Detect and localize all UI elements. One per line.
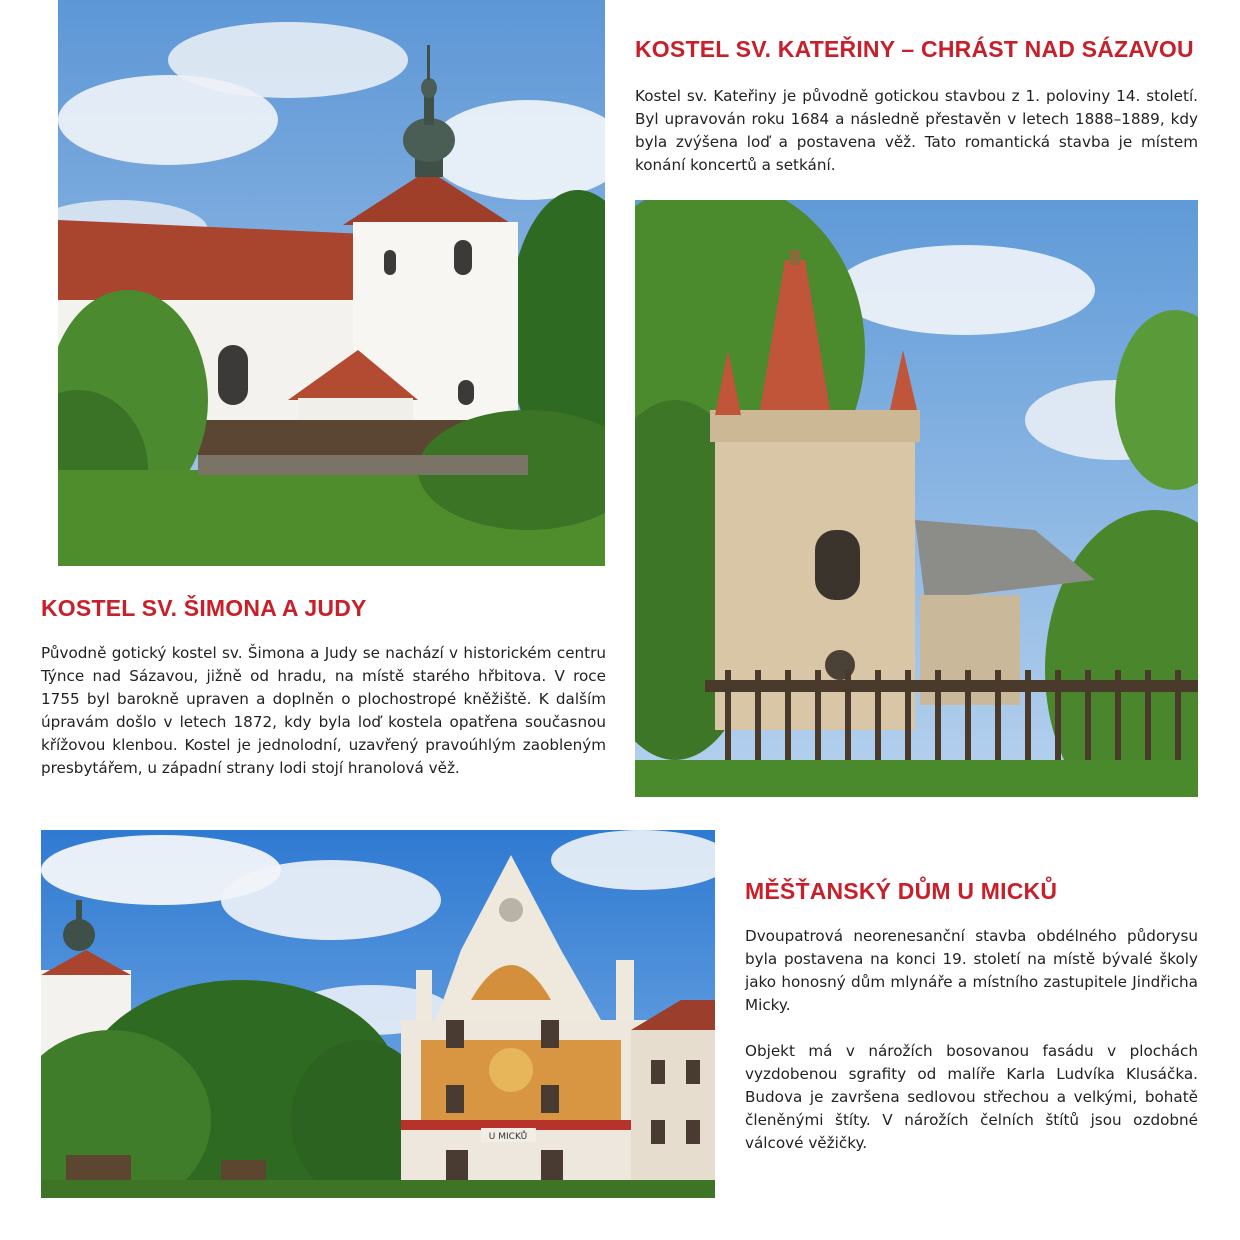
facade-sign: U MICKŮ [488,1132,528,1142]
photo-house-u-micku [41,830,715,1198]
text-katerina [635,85,1198,177]
text-u-micku [745,925,1198,1155]
paragraph-simon-jude: Původně gotický kostel sv. Šimona a Judy se nachází v historickém centru Týnce nad Sázavou, jižně od hradu, na místě starého hřbitova. V roce 1755 byl barokně upraven a doplněn o plochostropé kněžiště. K dalším úpravám došlo v letech 1872, kdy byla loď kostela opatřena současnou křížovou klenbou. Kostel je jednolodní, uzavřený pravoúhlým zaobleným presbytářem, u západní strany lodi stojí hranolová věž. [41,644,606,777]
paragraph-u-micku-2: Objekt má v nárožích bosovanou fasádu v plochách vyzdobenou sgrafity od malíře Karla Ludvíka Klusáčka. Budova je završena sedlovou střechou a velkými, bohatě členěnými štíty. V nárožích čelních štítů jsou ozdobné válcové věžičky. [745,1042,1198,1152]
paragraph-katerina: Kostel sv. Kateřiny je původně gotickou stavbou z 1. poloviny 14. století. Byl upravován roku 1684 a následně přestavěn v letech 1888–1889, kdy byla zvýšena loď a postavena věž. Tato romantická stavba je místem konání koncertů a setkání. [635,87,1198,174]
heading-katerina: KOSTEL SV. KATEŘINY – CHRÁST NAD SÁZAVOU [635,36,1194,62]
heading-u-micku: MĚŠŤANSKÝ DŮM U MICKŮ [745,878,1058,904]
paragraph-u-micku-1: Dvoupatrová neorenesanční stavba obdélného půdorysu byla postavena na konci 19. století na místě bývalé školy jako honosný dům mlynáře a místního zastupitele Jindřicha Micky. [745,927,1198,1014]
photo-church-katerina [635,200,1198,797]
text-simon-jude [41,642,606,780]
heading-simon-jude: KOSTEL SV. ŠIMONA A JUDY [41,595,367,621]
photo-church-simon-jude [58,0,605,566]
